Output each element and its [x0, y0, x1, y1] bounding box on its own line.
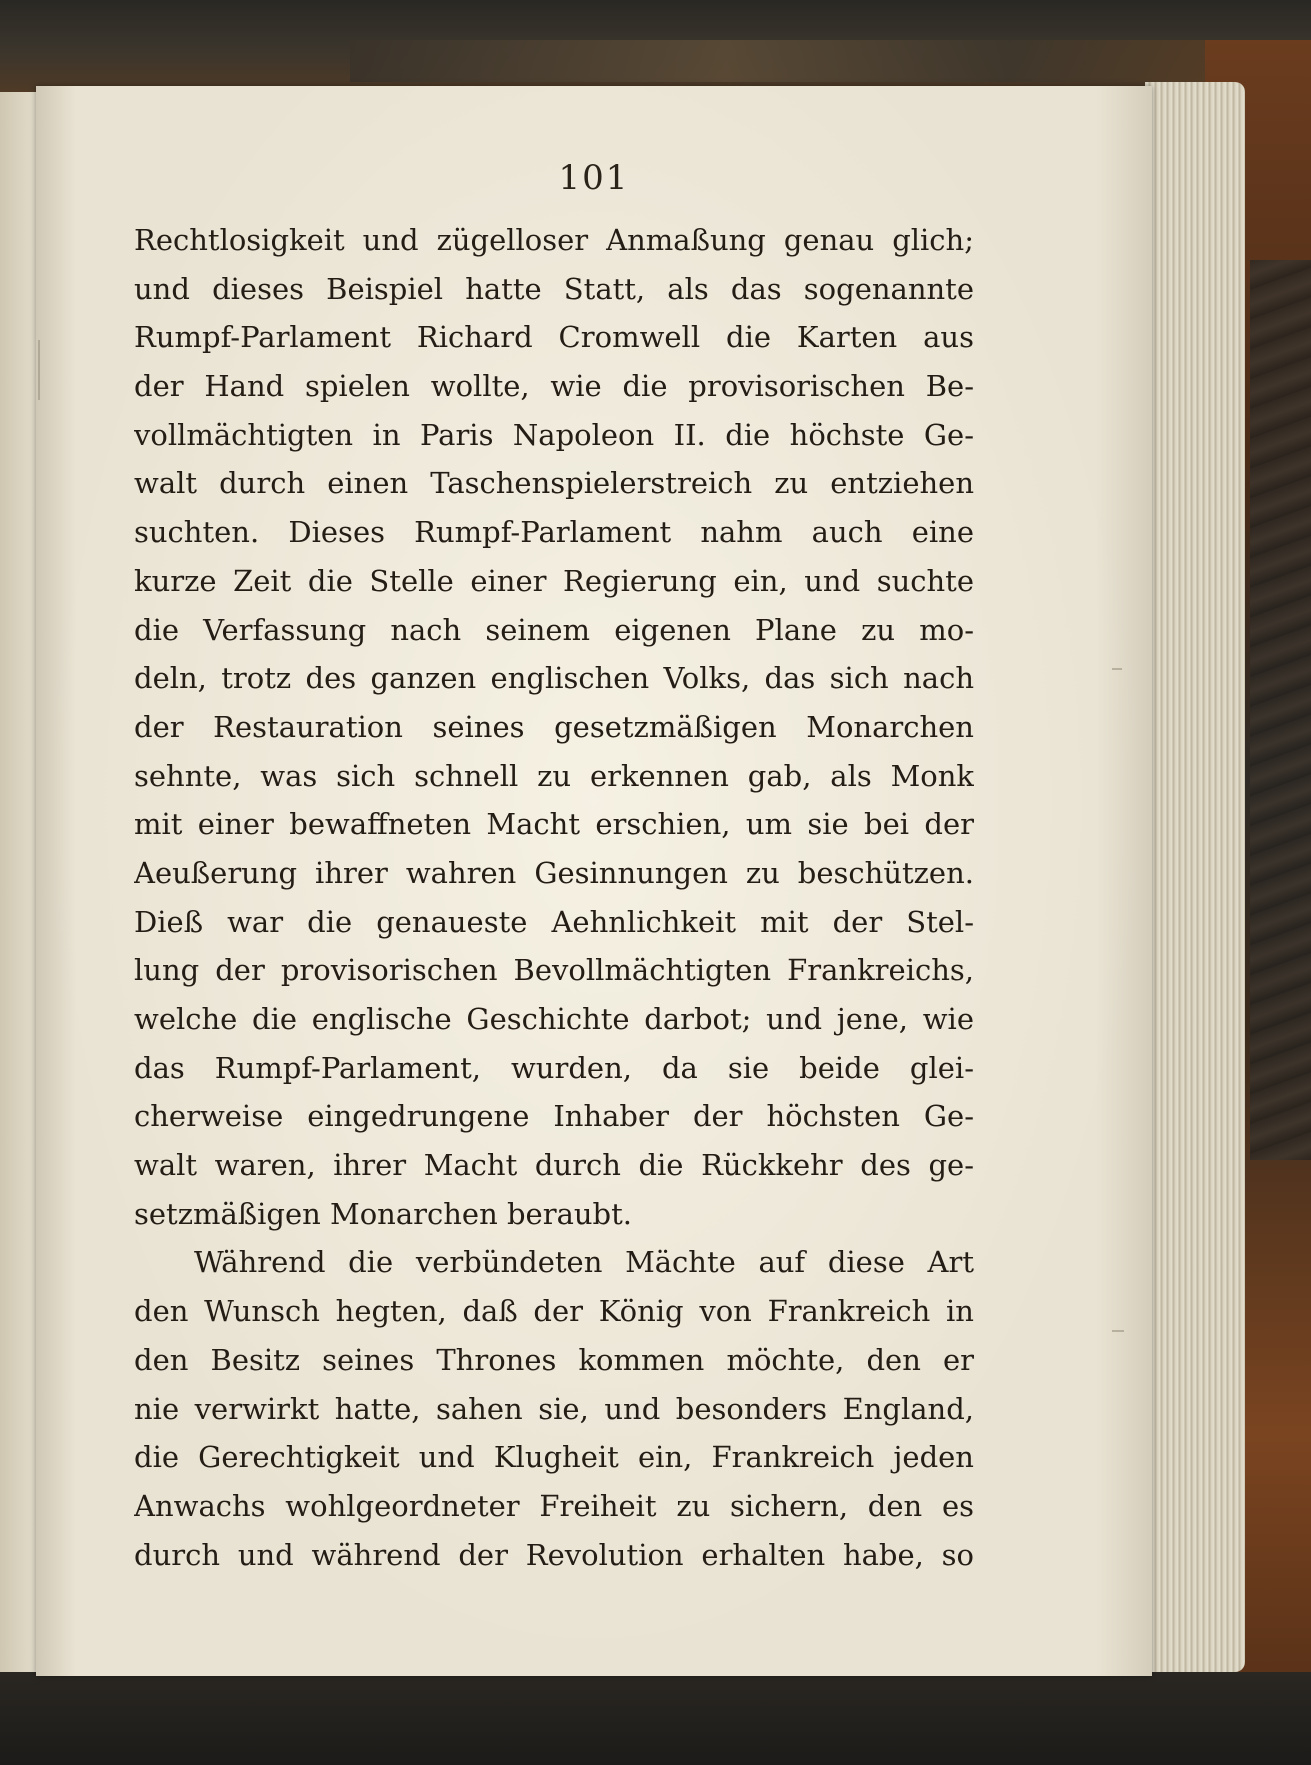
text-line: welche die englische Geschichte darbot; und jene, wie — [134, 1002, 974, 1036]
margin-mark — [1112, 1330, 1124, 1332]
text-line: deln, trotz des ganzen englischen Volks, das sich nach — [134, 661, 974, 696]
text-line: der Hand spielen wollte, wie die provisorischen Be- — [134, 369, 974, 404]
paragraph — [134, 1238, 974, 1579]
body-text — [134, 216, 974, 1579]
text-line: durch und während der Revolution erhalten habe, so — [134, 1537, 974, 1572]
text-line: lung der provisorischen Bevollmächtigten Frankreichs, — [134, 953, 974, 988]
cover-edge-strip — [350, 40, 1290, 82]
text-line: der Restauration seines gesetzmäßigen Monarchen — [134, 709, 974, 744]
text-line: kurze Zeit die Stelle einer Regierung ein, und suchte — [134, 563, 974, 598]
page-number: 101 — [558, 158, 630, 198]
text-line: Während die verbündeten Mächte auf diese Art — [194, 1245, 974, 1280]
text-line: Aeußerung ihrer wahren Gesinnungen zu beschützen. — [134, 855, 974, 890]
text-line: nie verwirkt hatte, sahen sie, und besonders England, — [134, 1391, 974, 1426]
text-line: das Rumpf-Parlament, wurden, da sie beide glei- — [134, 1050, 974, 1085]
text-line: Dieß war die genaueste Aehnlichkeit mit der Stel- — [134, 904, 974, 939]
text-line: setzmäßigen Monarchen beraubt. — [134, 1196, 632, 1231]
text-line: vollmächtigten in Paris Napoleon II. die höchste Ge- — [134, 417, 974, 452]
marbled-cover-pattern — [1250, 260, 1311, 1160]
text-line: sehnte, was sich schnell zu erkennen gab, als Monk — [134, 758, 974, 793]
text-line: walt waren, ihrer Macht durch die Rückkehr des ge- — [134, 1148, 974, 1183]
margin-mark — [38, 340, 40, 400]
text-line: Anwachs wohlgeordneter Freiheit zu sichern, den es — [134, 1488, 974, 1523]
margin-mark — [1112, 668, 1122, 670]
text-line: cherweise eingedrungene Inhaber der höchsten Ge- — [134, 1099, 974, 1134]
text-line: walt durch einen Taschenspielerstreich zu entziehen — [134, 466, 974, 501]
text-line: und dieses Beispiel hatte Statt, als das sogenannte — [134, 271, 974, 306]
text-line: den Wunsch hegten, daß der König von Frankreich in — [134, 1294, 974, 1329]
text-line: Rechtlosigkeit und zügelloser Anmaßung genau glich; — [134, 223, 974, 257]
text-line: den Besitz seines Thrones kommen möchte, den er — [134, 1342, 974, 1377]
paragraph — [134, 216, 974, 1238]
book-binding-bottom — [0, 1672, 1311, 1765]
text-line: mit einer bewaffneten Macht erschien, um sie bei der — [134, 807, 974, 842]
text-line: suchten. Dieses Rumpf-Parlament nahm auch eine — [134, 515, 974, 550]
text-line: Rumpf-Parlament Richard Cromwell die Karten aus — [134, 320, 974, 355]
text-line: die Gerechtigkeit und Klugheit ein, Frankreich jeden — [134, 1440, 974, 1475]
text-line: die Verfassung nach seinem eigenen Plane zu mo- — [134, 612, 974, 647]
page-edges-stack — [1145, 82, 1245, 1672]
